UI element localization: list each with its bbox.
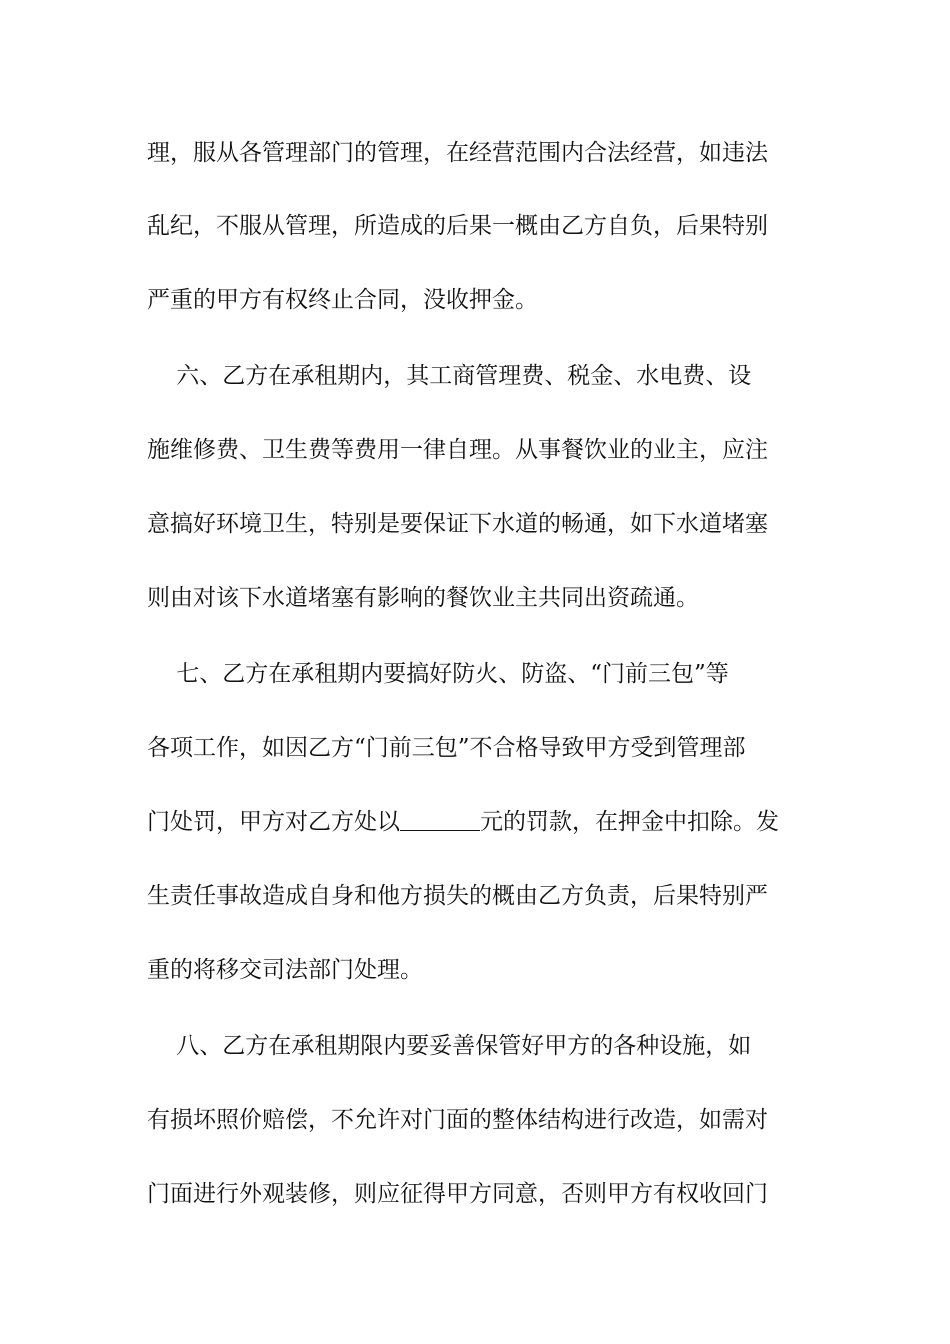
text-line: 重的将移交司法部门处理。	[147, 957, 423, 983]
text-line: 七、乙方在承租期内要搞好防火、防盗、“门前三包”等	[147, 661, 729, 687]
text-line: 严重的甲方有权终止合同，没收押金。	[147, 287, 538, 313]
text-line: 各项工作，如因乙方“门前三包”不合格导致甲方受到管理部	[147, 735, 746, 761]
text-line-with-blank: 门处罚，甲方对乙方处以 元的罚款，在押金中扣除。发	[147, 809, 779, 835]
text-line: 施维修费、卫生费等费用一律自理。从事餐饮业的业主，应注	[147, 437, 768, 463]
text-line: 乱纪，不服从管理，所造成的后果一概由乙方自负，后果特别	[147, 213, 768, 239]
text-line: 八、乙方在承租期限内要妥善保管好甲方的各种设施，如	[147, 1033, 752, 1059]
text-line: 理，服从各管理部门的管理，在经营范围内合法经营，如违法	[147, 140, 768, 166]
text-line: 六、乙方在承租期内，其工商管理费、税金、水电费、设	[147, 363, 752, 389]
fill-in-blank	[400, 808, 480, 831]
text-line: 门面进行外观装修，则应征得甲方同意，否则甲方有权收回门	[147, 1181, 768, 1207]
text-line: 生责任事故造成自身和他方损失的概由乙方负责，后果特别严	[147, 883, 768, 909]
text-line: 则由对该下水道堵塞有影响的餐饮业主共同出资疏通。	[147, 585, 699, 611]
text-line: 有损坏照价赔偿，不允许对门面的整体结构进行改造，如需对	[147, 1107, 768, 1133]
text-line: 意搞好环境卫生，特别是要保证下水道的畅通，如下水道堵塞	[147, 511, 768, 537]
